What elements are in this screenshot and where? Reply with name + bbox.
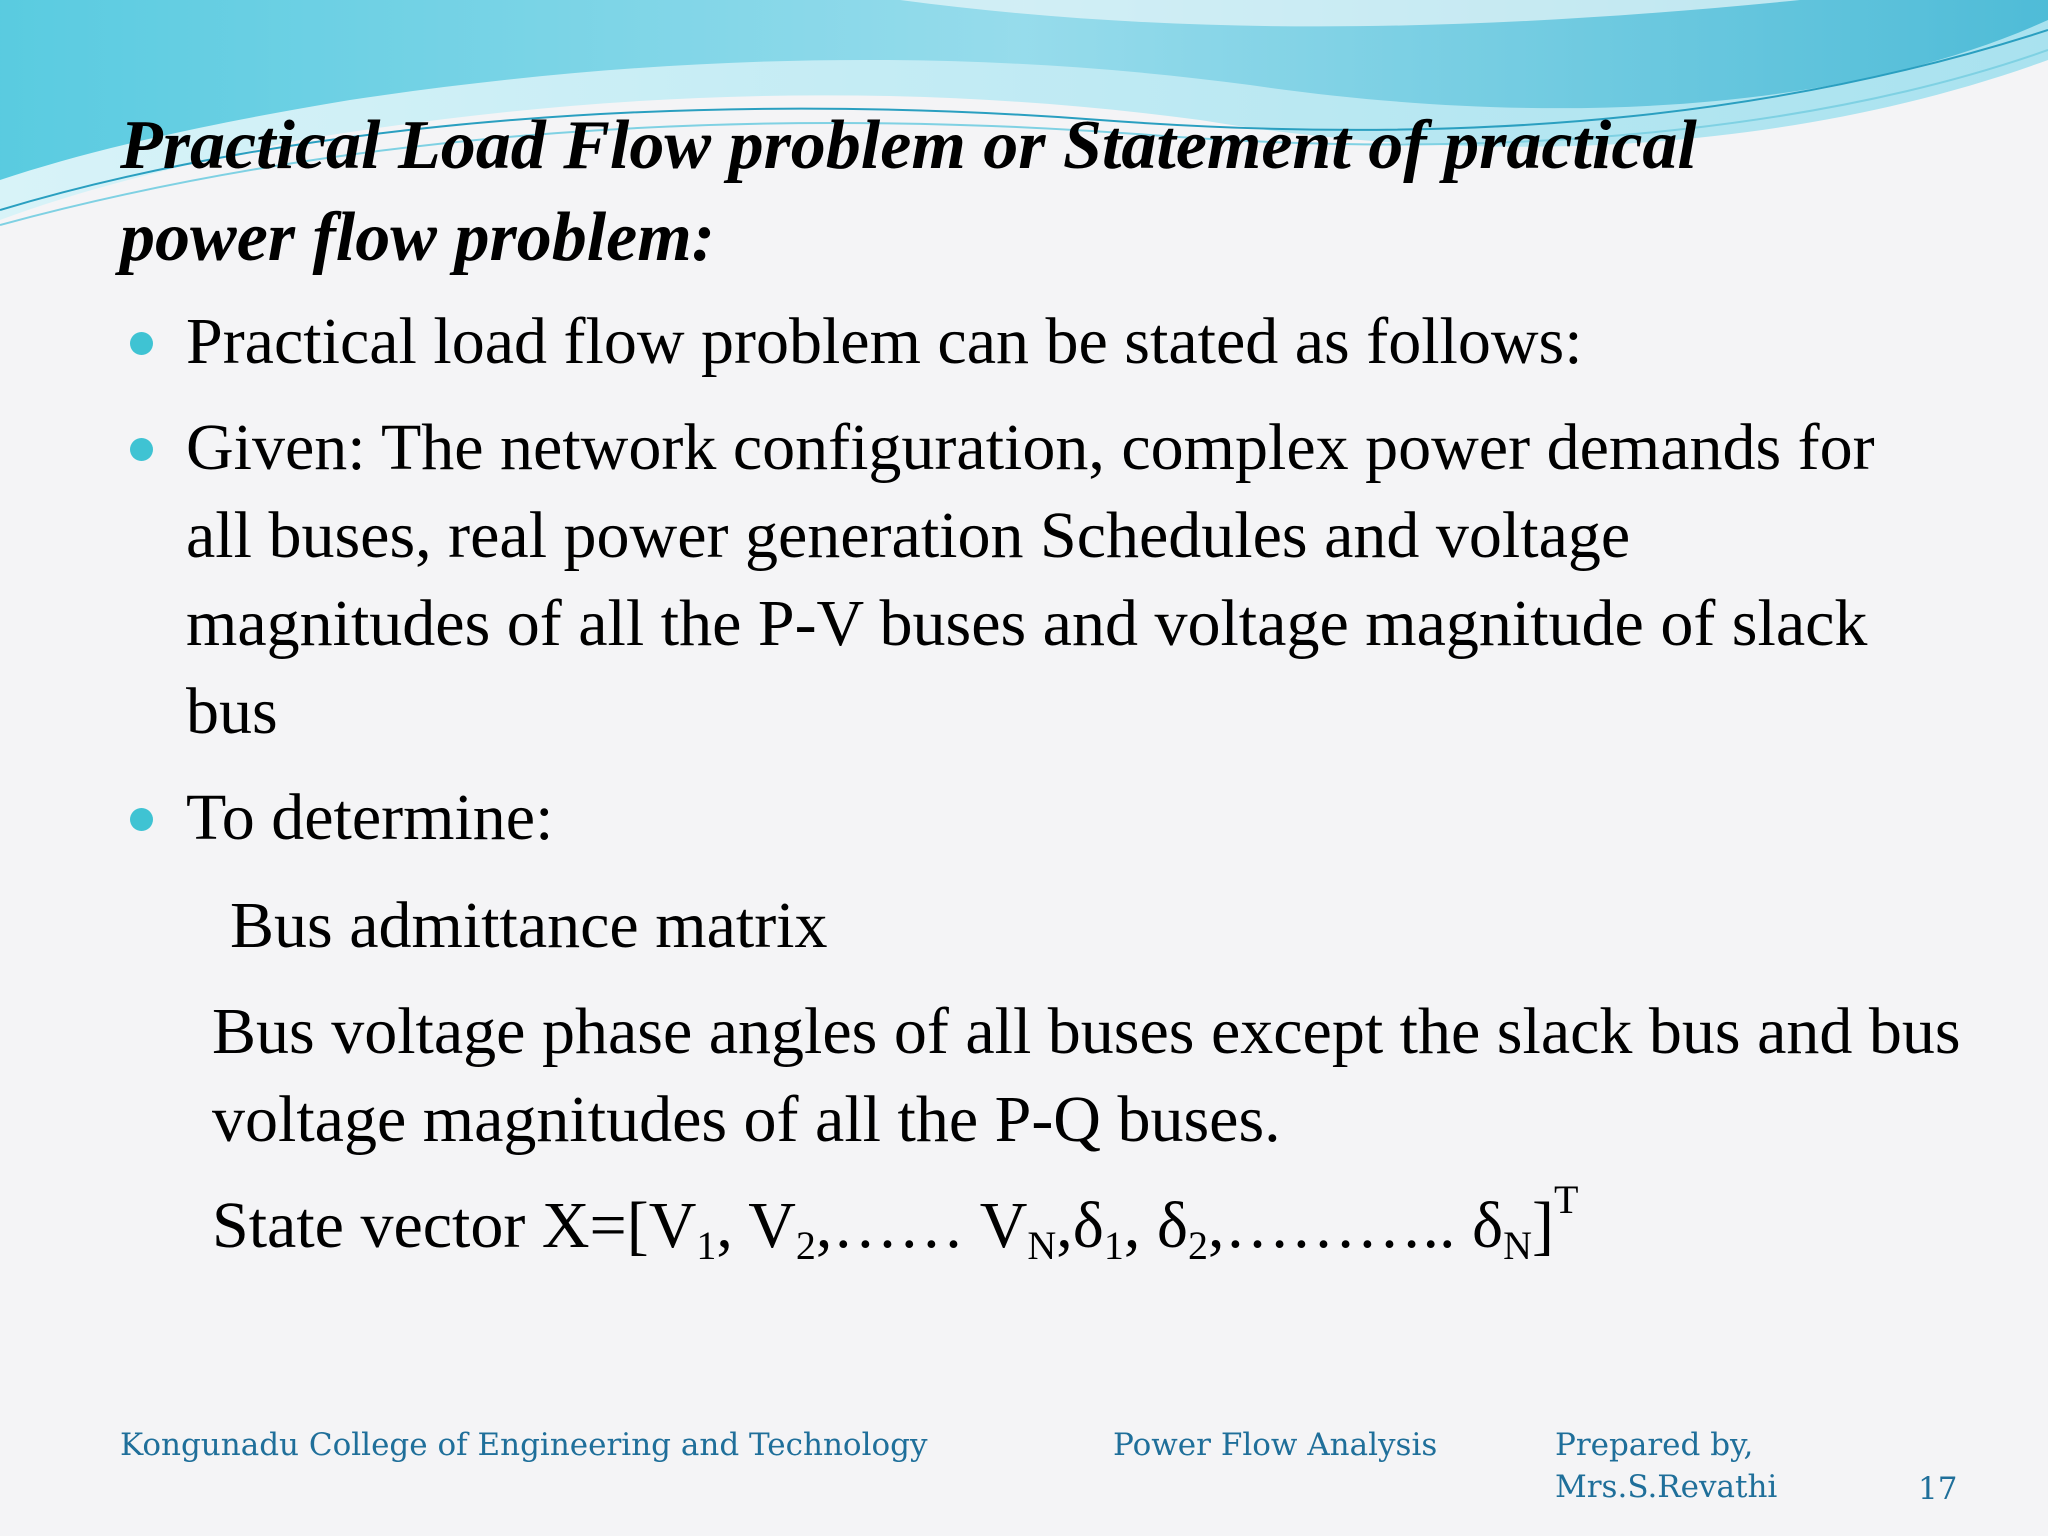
eq-superscript: T [1553,1177,1579,1222]
state-vector-equation [212,1177,1579,1270]
eq-part: ] [1531,1189,1554,1262]
eq-subscript: N [1503,1223,1532,1268]
slide-title [120,100,1940,284]
slide-page-number: 17 [1918,1471,1958,1507]
footer-prepared-by [1555,1424,1777,1508]
eq-subscript: 1 [696,1223,717,1268]
bullet-text: Given: The network configuration, complex power demands for all buses, real power generation Schedules and voltage magnitudes of all the P-V buses and voltage magnitude of slack bus [186,411,1875,748]
determine-item-bus-voltage: Bus voltage phase angles of all buses except the slack bus and bus voltage magnitudes of all the P-Q buses. [212,995,1961,1156]
eq-subscript: 2 [795,1223,816,1268]
bullet-text: Practical load flow problem can be stated as follows: [186,305,1583,378]
bullet-dot-icon [130,808,153,831]
eq-subscript: N [1027,1223,1057,1268]
bullet-item [130,404,1930,756]
bullet-dot-icon [130,438,153,461]
footer-author: Mrs.S.Revathi [1555,1469,1778,1505]
eq-part: ,……….. δ [1207,1189,1504,1262]
bullet-item [130,774,1930,862]
eq-part: State vector X=[V [212,1189,697,1262]
determine-item-bus-admittance: Bus admittance matrix [230,889,828,962]
eq-part: , δ [1123,1189,1188,1262]
title-line-1: Practical Load Flow problem or Statement of practical [120,107,1697,184]
title-line-2: power flow problem: [120,199,715,276]
eq-part: ,δ [1056,1189,1104,1262]
footer-topic: Power Flow Analysis [1113,1427,1438,1463]
eq-part: , V [716,1189,796,1262]
eq-subscript: 1 [1103,1223,1124,1268]
bullet-item [130,298,1930,386]
bullet-list [130,298,1930,880]
footer-prepared-label: Prepared by, [1555,1427,1754,1463]
bullet-dot-icon [130,332,153,355]
bullet-text: To determine: [186,781,554,854]
eq-part: ,…… V [815,1189,1028,1262]
eq-subscript: 2 [1187,1223,1208,1268]
footer-college: Kongunadu College of Engineering and Technology [120,1427,928,1463]
